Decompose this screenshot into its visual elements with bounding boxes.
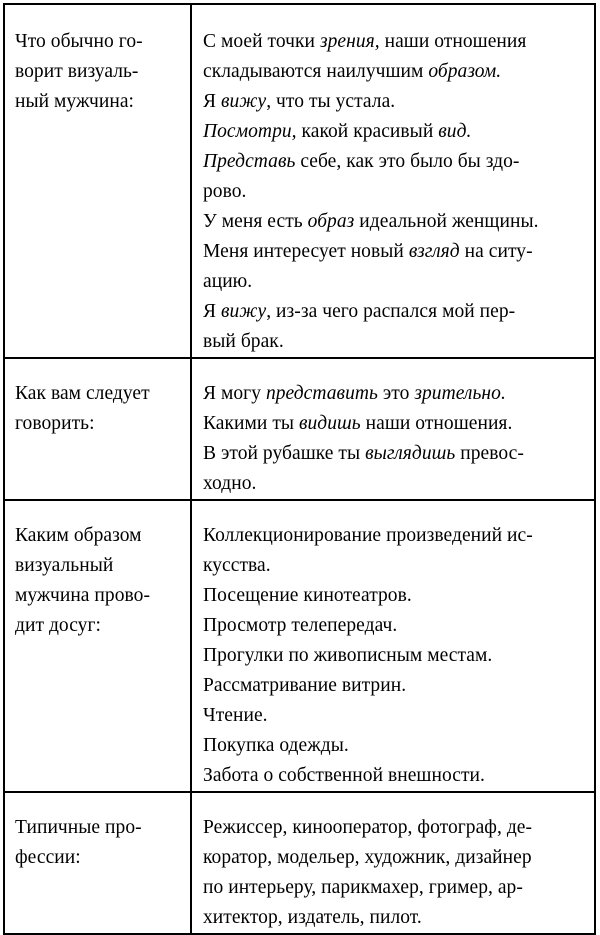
emphasis-word: образ — [307, 211, 355, 232]
text-line: вый брак. — [203, 331, 284, 352]
table-cell-prompt — [4, 358, 191, 500]
text-line: Каким образом — [15, 525, 142, 546]
text-line: Какими ты видишь наши отношения. — [203, 413, 513, 434]
emphasis-word: образом. — [428, 61, 502, 82]
text-line: Как вам следует — [15, 383, 150, 404]
text-line: фессии: — [15, 847, 81, 868]
text-line: Коллекционирование произведений ис- — [203, 525, 533, 546]
prompt-text — [5, 501, 190, 641]
text-line: В этой рубашке ты выглядишь превос- — [203, 443, 524, 464]
text-line: Просмотр телепередач. — [203, 615, 398, 636]
text-line: говорить: — [15, 413, 95, 434]
emphasis-word: представить — [265, 383, 378, 404]
table-cell-prompt — [4, 792, 191, 934]
text-line: рово. — [203, 181, 247, 202]
text-line: хитектор, издатель, пилот. — [203, 907, 422, 928]
emphasis-word: Представь — [203, 151, 296, 172]
text-line: Прогулки по живописным местам. — [203, 645, 493, 666]
text-line: Рассматривание витрин. — [203, 675, 407, 696]
text-line: Режиссер, кинооператор, фотограф, де- — [203, 817, 533, 838]
text-line: дит досуг: — [15, 615, 101, 636]
text-line: ворит визуаль- — [15, 61, 139, 82]
table-row — [4, 4, 595, 358]
text-line: ный мужчина: — [15, 91, 135, 112]
table-cell-prompt — [4, 4, 191, 358]
text-line: Меня интересует новый взгляд на ситу- — [203, 241, 533, 262]
table-cell-prompt — [4, 500, 191, 792]
prompt-text — [5, 5, 190, 117]
text-line: Чтение. — [203, 705, 268, 726]
table-row — [4, 358, 595, 500]
emphasis-word: выглядишь — [365, 443, 456, 464]
answer-text — [192, 501, 594, 791]
emphasis-word: вижу — [220, 301, 267, 322]
text-line: коратор, модельер, художник, дизайнер — [203, 847, 532, 868]
text-line: Я вижу, что ты устала. — [203, 91, 396, 112]
text-line: Я вижу, из-за чего распался мой пер- — [203, 301, 516, 322]
table-cell-answer — [191, 358, 595, 500]
table-cell-answer — [191, 4, 595, 358]
emphasis-word: видишь — [298, 413, 361, 434]
text-line: складываются наилучшим образом. — [203, 61, 502, 82]
text-line: Типичные про- — [15, 817, 142, 838]
text-line: Что обычно го- — [15, 31, 143, 52]
table-row — [4, 500, 595, 792]
text-line: ацию. — [203, 271, 253, 292]
text-line: Я могу представить это зрительно. — [203, 383, 506, 404]
table-cell-answer — [191, 500, 595, 792]
emphasis-word: Посмотри, — [203, 121, 297, 142]
text-line: Посмотри, какой красивый вид. — [203, 121, 472, 142]
answer-text — [192, 359, 594, 499]
text-line: Посещение кинотеатров. — [203, 585, 412, 606]
text-line: кусства. — [203, 555, 271, 576]
text-line: Забота о собственной внешности. — [203, 765, 485, 786]
emphasis-word: взгляд — [408, 241, 460, 262]
text-line: визуальный — [15, 555, 114, 576]
emphasis-word: вижу — [220, 91, 267, 112]
visual-modality-table — [3, 3, 596, 935]
answer-text — [192, 5, 594, 357]
table-row — [4, 792, 595, 934]
text-line: С моей точки зрения, наши отношения — [203, 31, 527, 52]
text-line: по интерьеру, парикмахер, гример, ар- — [203, 877, 523, 898]
table-cell-answer — [191, 792, 595, 934]
table-body — [4, 4, 595, 934]
emphasis-word: зрения, — [319, 31, 380, 52]
answer-text — [192, 793, 594, 933]
text-line: ходно. — [203, 473, 257, 494]
emphasis-word: вид. — [438, 121, 472, 142]
prompt-text — [5, 359, 190, 439]
text-line: У меня есть образ идеальной женщины. — [203, 211, 539, 232]
prompt-text — [5, 793, 190, 873]
text-line: мужчина прово- — [15, 585, 150, 606]
text-line: Представь себе, как это было бы здо- — [203, 151, 520, 172]
emphasis-word: зрительно. — [414, 383, 506, 404]
text-line: Покупка одежды. — [203, 735, 349, 756]
